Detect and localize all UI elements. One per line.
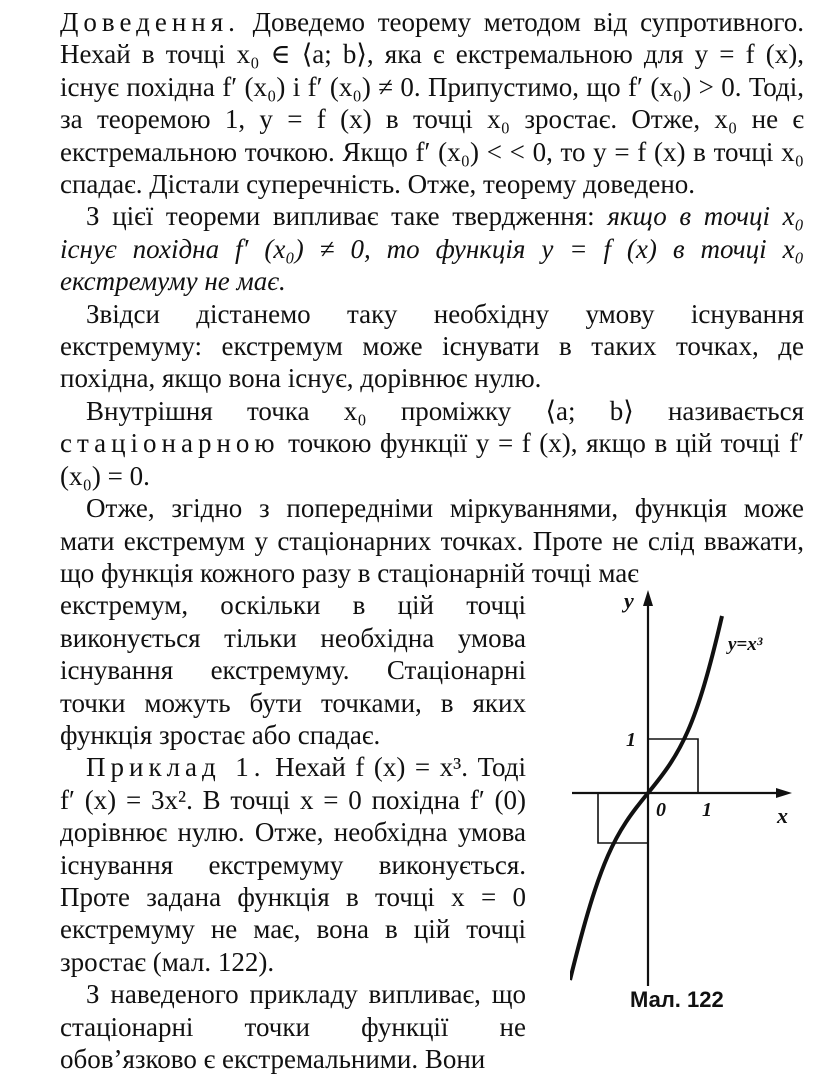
proof-text: Доведемо теорему методом від супротивного. Нехай в точці x₀ ∈ ⟨a; b⟩, яка є екстремальною для y = f (x), існує похідна f′ (x₀) і f′ (x₀) ≠ 0. Припустимо, що f′ (x₀) > 0. Тоді, за теоремою 1, y = f (x) в точці x₀ зростає. Отже, x₀ не є екстремальною точкою. Якщо f′ (x₀) < < 0, то y = f (x) в точці x₀ спадає. Дістали суперечність. Отже, теорему доведено. <box>60 7 804 200</box>
tick-label-zero: 0 <box>656 799 666 821</box>
text-beside-figure <box>60 589 526 1075</box>
paragraph-stationary-note-cont <box>60 589 526 751</box>
tick-label-x-one: 1 <box>702 799 712 821</box>
curve-label: y=x³ <box>728 634 763 655</box>
y-axis-label: y <box>624 588 634 613</box>
paragraph-proof <box>60 6 804 200</box>
statement-italic: якщо в точці x₀ існує похідна f′ (x₀) ≠ 0, то функція y = f (x) в точці x₀ екстремуму не має. <box>60 201 804 297</box>
stationary-note-text: Отже, згідно з попередніми міркуваннями, функція може мати екстремум у стаціонарних точках. Проте не слід вважати, що функція кожного разу в стаціонарній точці має <box>60 493 804 588</box>
y-axis-arrow <box>643 590 653 606</box>
necessary-condition-text: Звідси дістанемо таку необхідну умову існування екстремуму: екстремум може існувати в таких точках, де похідна, якщо вона існує, дорівнює нулю. <box>60 298 804 394</box>
paragraph-statement <box>60 200 804 297</box>
definition-term: стаціонарною <box>60 428 280 459</box>
cubic-graph-svg <box>570 588 800 988</box>
statement-intro: З цієї теореми випливає таке твердження: <box>86 201 608 232</box>
cubic-curve <box>570 616 722 980</box>
paragraph-stationary-definition <box>60 395 804 492</box>
paragraph-example <box>60 751 526 978</box>
paragraph-conclusion <box>60 978 526 1075</box>
tick-label-y-one: 1 <box>626 729 636 751</box>
definition-after: точкою функції y = f (x), якщо в цій точці f′ (x₀) = 0. <box>60 428 804 491</box>
figure-caption: Мал. 122 <box>630 987 724 1012</box>
paragraph-stationary-note <box>60 492 804 589</box>
stationary-note-cont-text: екстремум, оскільки в цій точці виконується тільки необхідна умова існування екстремуму. Стаціонарні точки можуть бути точками, в яких функція зростає або спадає. <box>60 590 526 750</box>
x-axis-arrow <box>776 788 792 798</box>
example-text: Нехай f (x) = x³. Тоді f′ (x) = 3x². В точці x = 0 похідна f′ (0) дорівнює нулю. Отже, необхідна умова існування екстремуму виконується. Проте задана функція в точці x = 0 екстремуму не має, вона в цій точці зростає (мал. 122). <box>60 752 526 977</box>
proof-lead: Доведення. <box>60 7 240 37</box>
figure-cubic-graph <box>570 588 800 1018</box>
definition-before: Внутрішня точка x₀ проміжку ⟨a; b⟩ називається <box>86 395 804 426</box>
paragraph-necessary-condition <box>60 298 804 395</box>
conclusion-text: З наведеного прикладу випливає, що стаціонарні точки функції не обов’язково є екстремальними. Вони <box>60 979 526 1074</box>
example-lead: Приклад 1. <box>86 752 266 783</box>
x-axis-label: x <box>777 803 788 828</box>
